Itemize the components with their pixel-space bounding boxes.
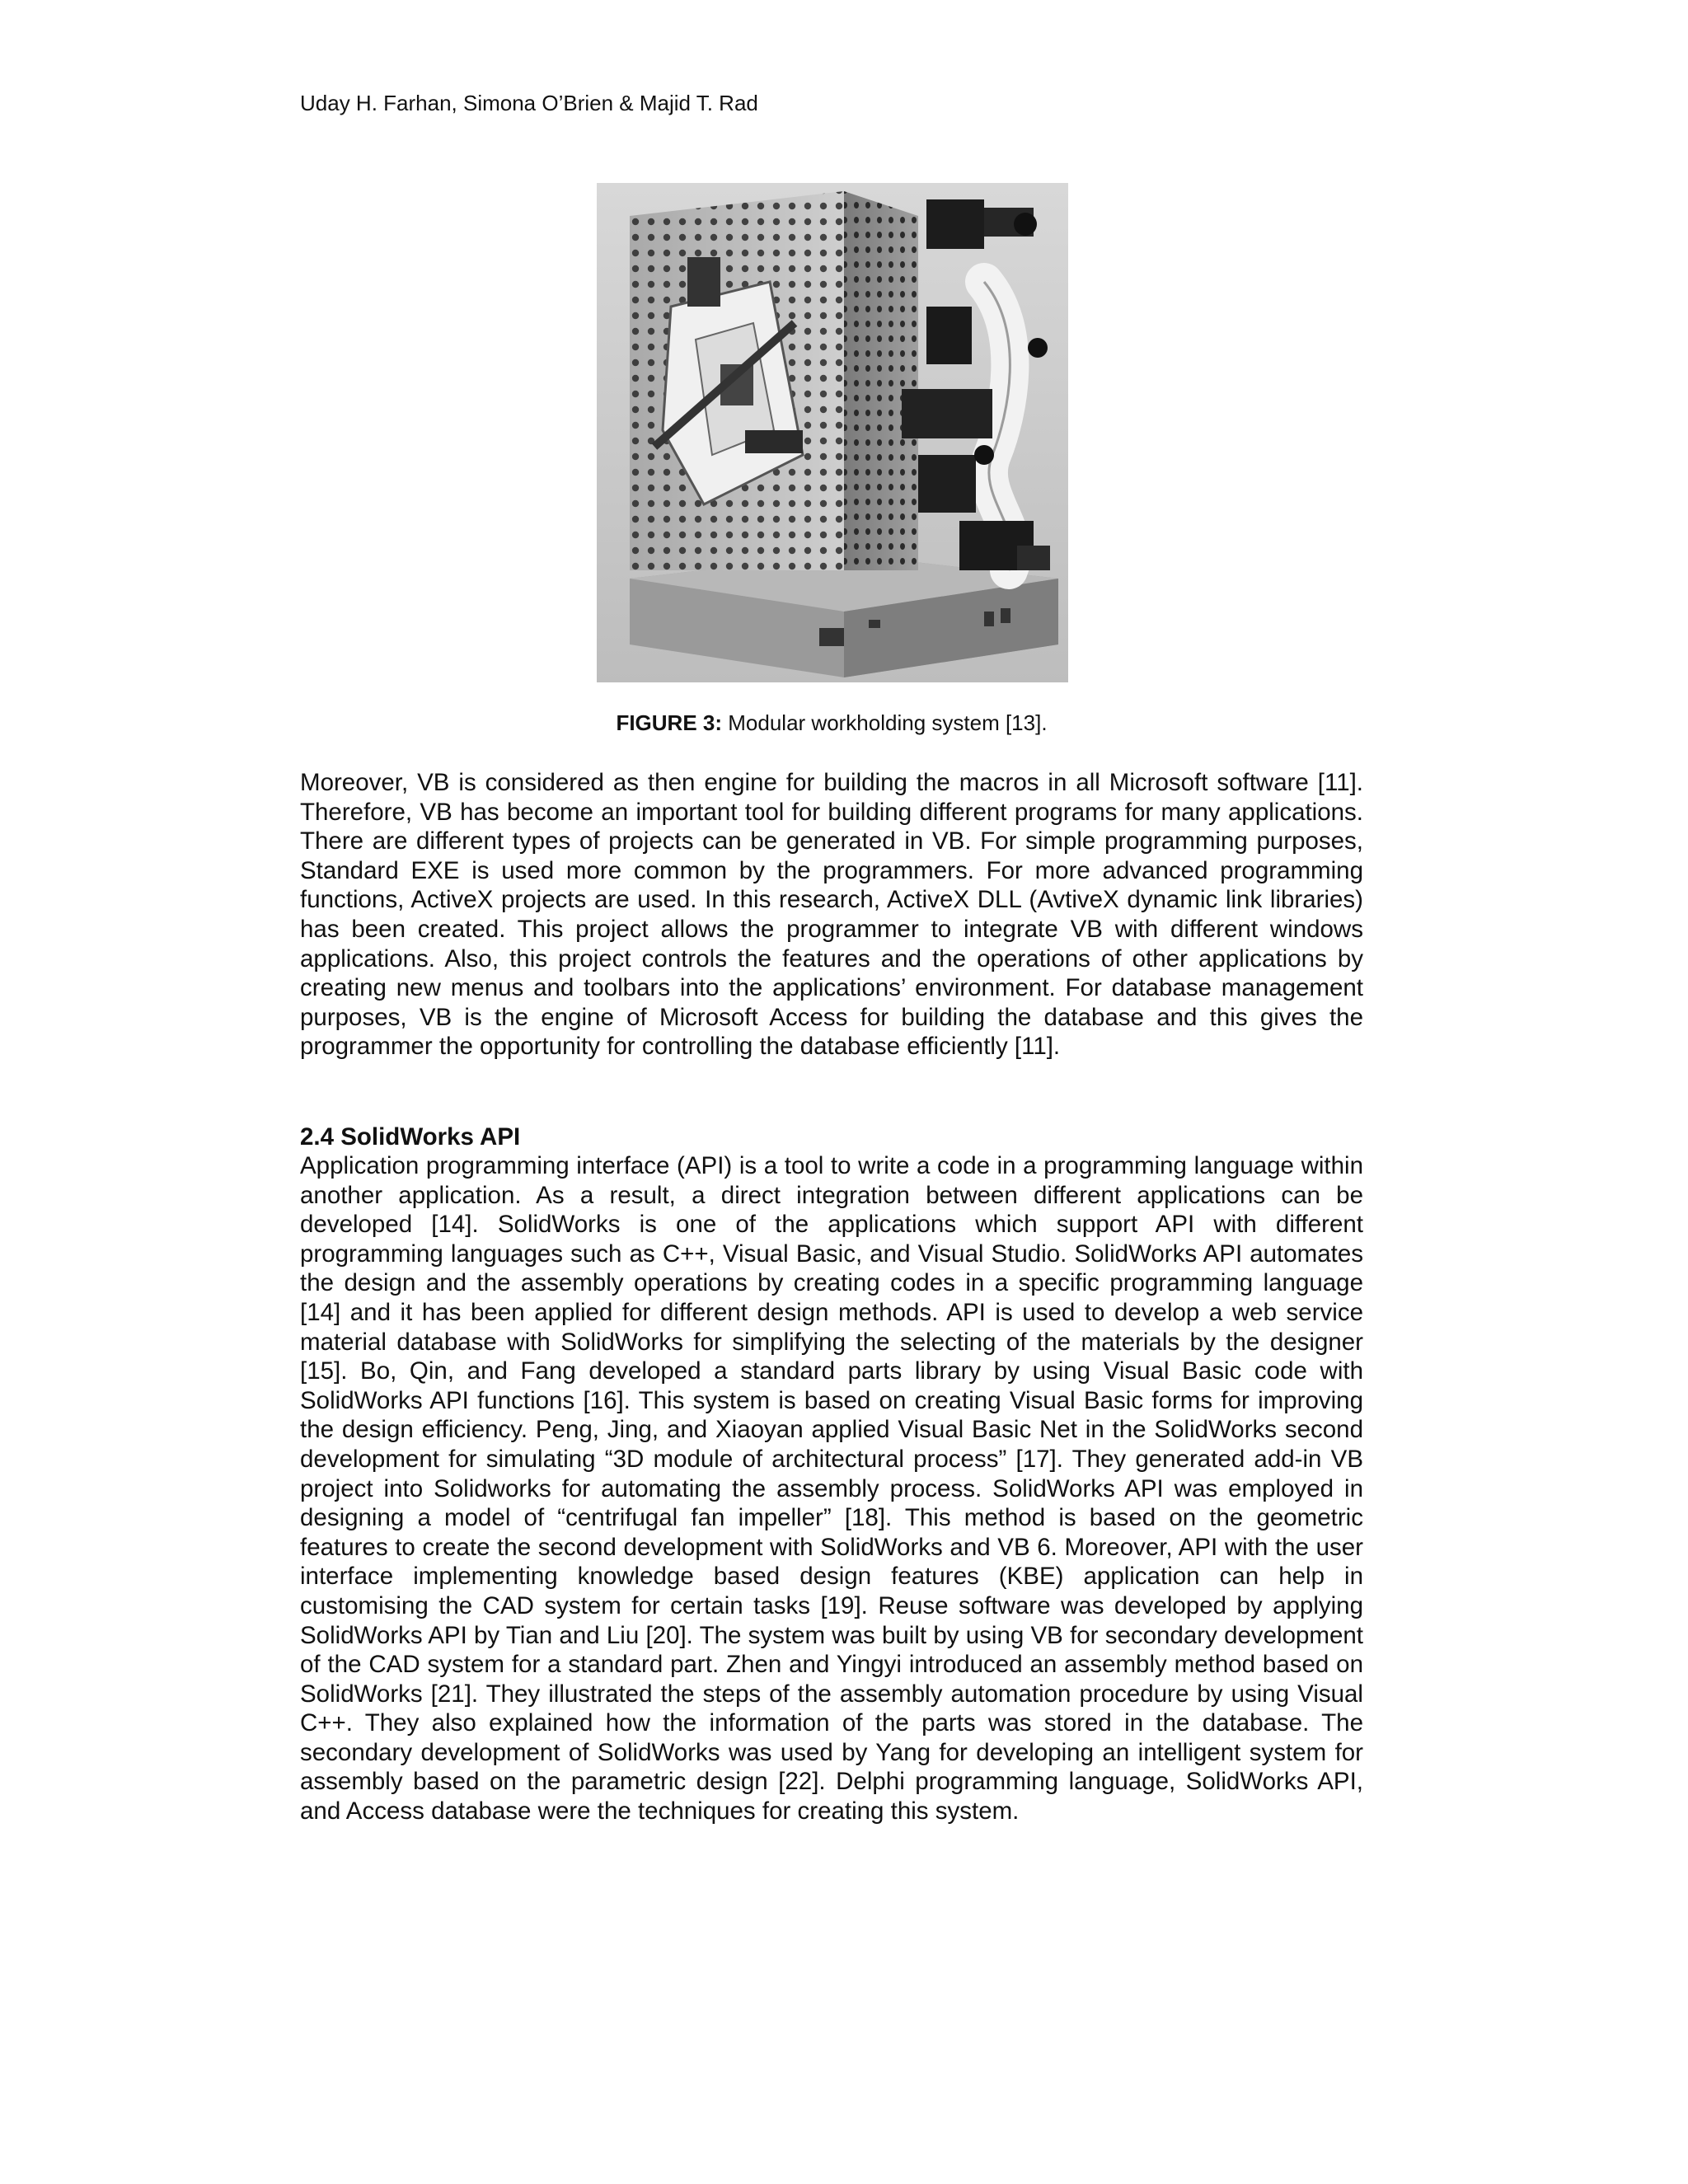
figure-photo-modular-workholding bbox=[597, 183, 1068, 682]
body-paragraph-vb: Moreover, VB is considered as then engine for building the macros in all Microsoft software [11]. Therefore, VB has become an important tool for building different programs for many applications. There are different types of projects can be generated in VB. For simple programming purposes, Standard EXE is used more common by the programmers. For more advanced programming functions, ActiveX projects are used. In this research, ActiveX DLL (AvtiveX dynamic link libraries) has been created. This project allows the programmer to integrate VB with different windows applications. Also, this project controls the features and the operations of other applications by creating new menus and toolbars into the applications’ environment. For database management purposes, VB is the engine of Microsoft Access for building the database and this gives the programmer the opportunity for controlling the database efficiently [11]. bbox=[300, 769, 1363, 1061]
running-header: Uday H. Farhan, Simona O’Brien & Majid T. Rad bbox=[300, 91, 758, 115]
figure-caption-label: FIGURE 3: bbox=[616, 710, 723, 735]
figure-caption bbox=[300, 709, 1363, 737]
section-heading-solidworks-api: 2.4 SolidWorks API bbox=[300, 1123, 521, 1151]
body-paragraph-solidworks-api: Application programming interface (API) is a tool to write a code in a programming language within another application. As a result, a direct integration between different applications can be developed [14]. SolidWorks is one of the applications which support API with different programming languages such as C++, Visual Basic, and Visual Studio. SolidWorks API automates the design and the assembly operations by creating codes in a specific programming language [14] and it has been applied for different design methods. API is used to develop a web service material database with SolidWorks for simplifying the selecting of the materials by the designer [15]. Bo, Qin, and Fang developed a standard parts library by using Visual Basic code with SolidWorks API functions [16]. This system is based on creating Visual Basic forms for improving the design efficiency. Peng, Jing, and Xiaoyan applied Visual Basic Net in the SolidWorks second development for simulating “3D module of architectural process” [17]. They generated add-in VB project into Solidworks for automating the assembly process. SolidWorks API was employed in designing a model of “centrifugal fan impeller” [18]. This method is based on the geometric features to create the second development with SolidWorks and VB 6. Moreover, API with the user interface implementing knowledge based design features (KBE) application can help in customising the CAD system for certain tasks [19]. Reuse software was developed by applying SolidWorks API by Tian and Liu [20]. The system was built by using VB for secondary development of the CAD system for a standard part. Zhen and Yingyi introduced an assembly method based on SolidWorks [21]. They illustrated the steps of the assembly automation procedure by using Visual C++. They also explained how the information of the parts was stored in the database. The secondary development of SolidWorks was used by Yang for developing an intelligent system for assembly based on the parametric design [22]. Delphi programming language, SolidWorks API, and Access database were the techniques for creating this system. bbox=[300, 1152, 1363, 1825]
figure-caption-text: Modular workholding system [13]. bbox=[722, 710, 1048, 735]
